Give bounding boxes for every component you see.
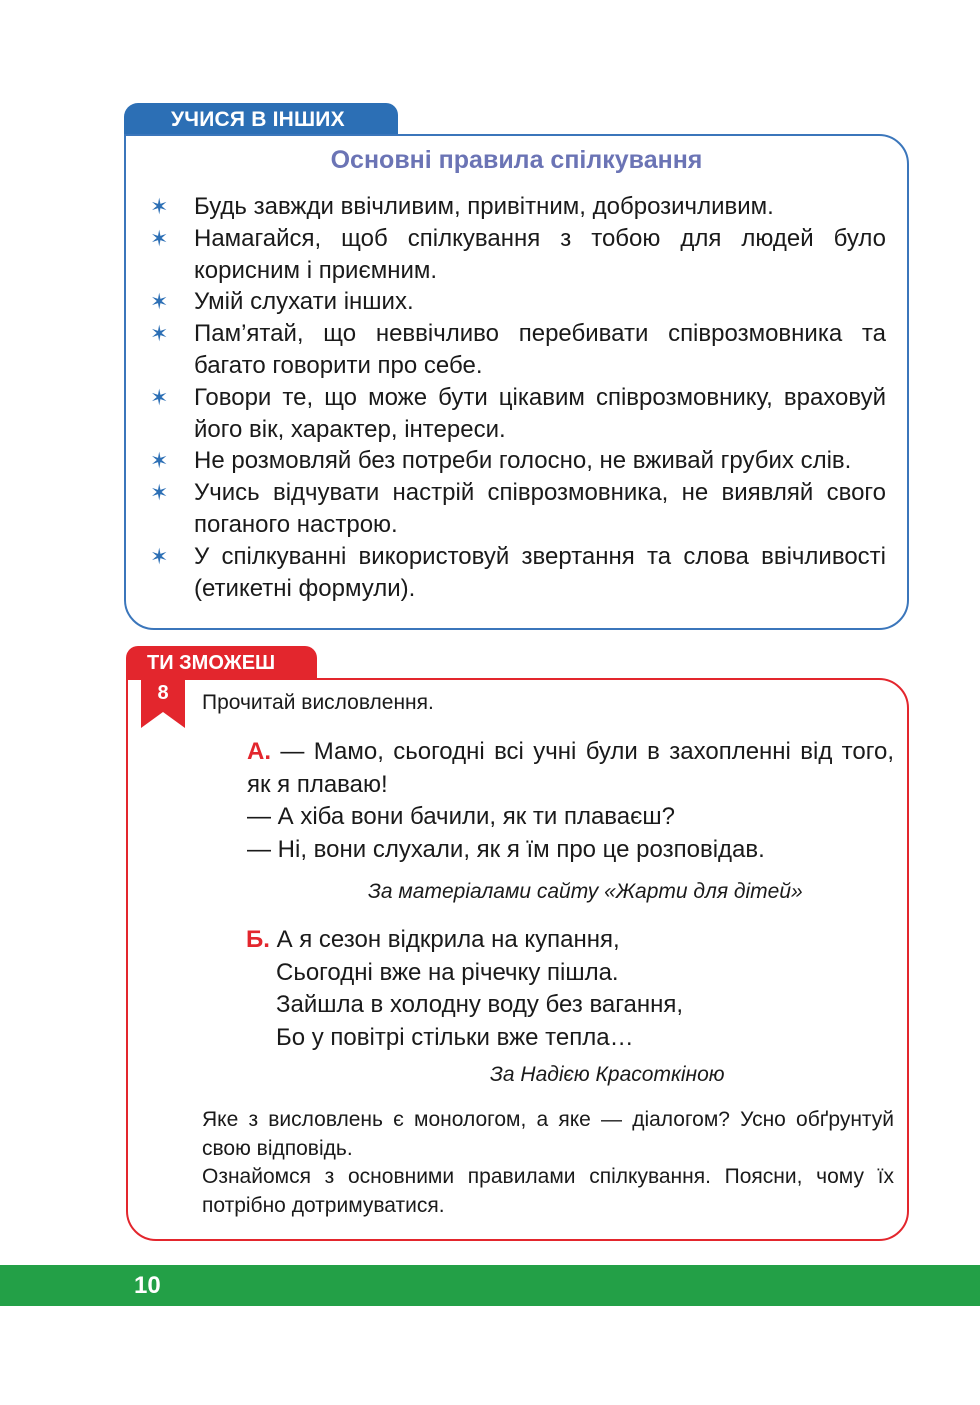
rule-text: Не розмовляй без потреби голосно, не вживай грубих слів. [194, 447, 852, 475]
task-instruction: Прочитай висловлення. [202, 691, 434, 714]
source-a: За матеріалами сайту «Жарти для дітей» [368, 880, 803, 903]
questions [202, 1106, 894, 1220]
rule-item [150, 191, 886, 223]
section-tab-you-can: ТИ ЗМОЖЕШ [126, 646, 317, 680]
rule-item [150, 541, 886, 605]
dialog-line: — А хіба вони бачили, як ти плаваєш? [247, 803, 675, 830]
rule-text: Говори те, що може бути цікавим співрозмовнику, враховуй його вік, характер, інтереси. [194, 383, 886, 443]
star-bullet-icon: ✶ [150, 225, 169, 251]
star-bullet-icon: ✶ [150, 194, 169, 219]
rule-text: Умій слухати інших. [194, 288, 414, 316]
poem-line: Бо у повітрі стільки вже тепла… [276, 1023, 634, 1051]
star-bullet-icon: ✶ [150, 543, 169, 569]
question: Ознайомся з основними правилами спілкування. Поясни, чому їх потрібно дотримуватися. [202, 1165, 894, 1217]
poem-line [246, 924, 683, 957]
rule-text: У спілкуванні використовуй звертання та слова ввічливості (етикетні формули). [194, 542, 886, 602]
rules-title: Основні правила спілкування [330, 146, 703, 174]
rule-item [150, 445, 886, 477]
dialog-line [202, 736, 894, 801]
rule-text: Пам’ятай, що неввічливо перебивати співрозмовника та багато говорити про себе. [194, 320, 886, 379]
page-number: 10 [134, 1272, 161, 1299]
rule-text: Учись відчувати настрій співрозмовника, не виявляй свого поганого настрою. [194, 479, 886, 538]
label-a: А. [247, 738, 271, 765]
rule-item [150, 477, 886, 541]
rule-item [150, 382, 886, 446]
dialog-text-a [202, 736, 894, 866]
exercise-number: 8 [157, 682, 169, 704]
dialog-line-text: — Мамо, сьогодні всі учні були в захопленні від того, як я плаваю! [247, 738, 894, 798]
poem-line: Зайшла в холодну воду без вагання, [276, 991, 684, 1018]
star-bullet-icon: ✶ [150, 289, 169, 315]
poem-text-b [246, 924, 683, 1054]
section-tab-learn-from-others: УЧИСЯ В ІНШИХ [124, 103, 398, 136]
question: Яке з висловлень є монологом, а яке — діалогом? Усно обґрунтуй свою відповідь. [202, 1108, 894, 1160]
rule-item [150, 223, 886, 287]
rule-item [150, 318, 886, 382]
star-bullet-icon: ✶ [150, 321, 169, 347]
source-b: За Надією Красоткіною [490, 1063, 725, 1086]
rule-item [150, 286, 886, 318]
star-bullet-icon: ✶ [150, 384, 169, 410]
poem-line-text: А я сезон відкрила на купання, [276, 926, 620, 953]
poem-line: Сьогодні вже на річечку пішла. [276, 958, 619, 986]
label-b: Б. [246, 926, 270, 953]
star-bullet-icon: ✶ [150, 480, 169, 506]
dialog-line: — Ні, вони слухали, як я їм про це розповідав. [247, 835, 765, 863]
rules-list [150, 191, 886, 604]
rule-text: Будь завжди ввічливим, привітним, доброзичливим. [194, 193, 774, 220]
star-bullet-icon: ✶ [150, 448, 169, 474]
rule-text: Намагайся, щоб спілкування з тобою для людей було корисним і приємним. [194, 224, 886, 284]
